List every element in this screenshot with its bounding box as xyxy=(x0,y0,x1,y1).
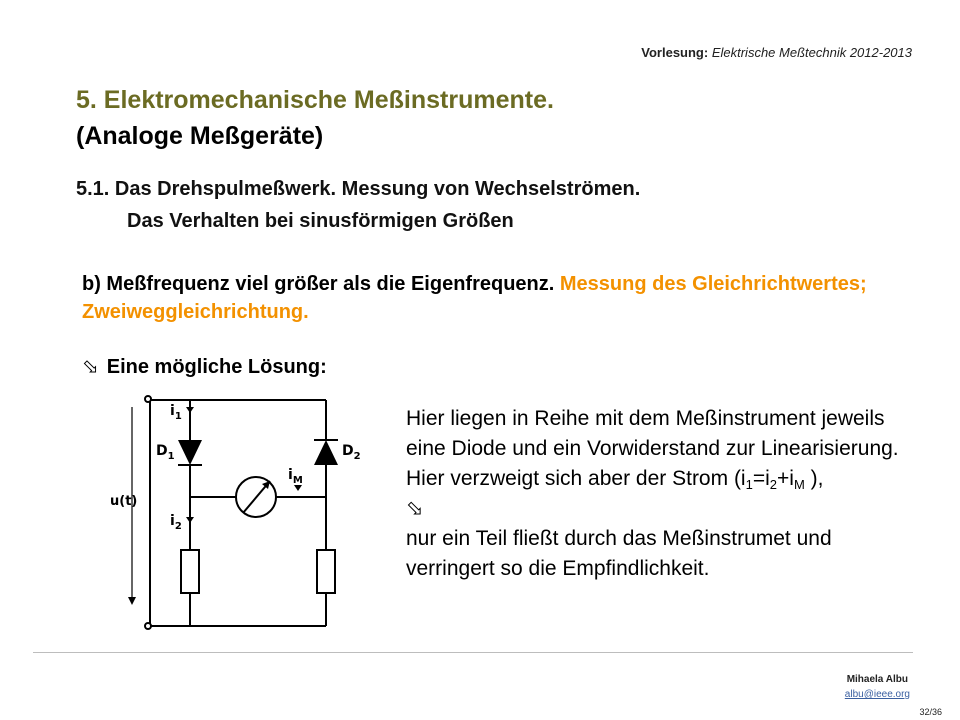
author-email-link[interactable]: albu@ieee.org xyxy=(844,689,910,700)
label-d2: $D_2$ xyxy=(342,443,361,462)
explanation-part-4: ), xyxy=(804,467,824,490)
rectifier-circuit-diagram xyxy=(110,385,390,635)
header-lead: Vorlesung: xyxy=(641,45,709,60)
chapter-subtitle: (Analoge Meßgeräte) xyxy=(76,122,324,150)
label-i1: $i_1$ xyxy=(170,403,182,422)
label-ut: u(t) xyxy=(110,494,138,509)
explanation-part-1: Hier liegen in Reihe mit dem Meßinstrument jeweils eine Diode und ein Vorwiderstand zur Linearisierung. Hier verzweigt sich aber der Strom (i xyxy=(406,407,899,490)
section-title-line1: 5.1. Das Drehspulmeßwerk. Messung von Wechselströmen. xyxy=(76,178,641,200)
explanation-part-3: +i xyxy=(777,467,794,490)
section-title-line2: Das Verhalten bei sinusförmigen Größen xyxy=(127,210,514,232)
author-name: Mihaela Albu xyxy=(846,674,908,685)
point-b-paragraph xyxy=(82,270,902,326)
arrow-icon: ⬂ xyxy=(82,356,99,378)
header-course: Elektrische Meßtechnik 2012-2013 xyxy=(711,45,912,60)
course-header xyxy=(641,45,912,60)
point-b-orange-text: Messung des Gleichrichtwertes; Zweiweggleichrichtung. xyxy=(82,273,867,323)
explanation-part-2: =i xyxy=(752,467,770,490)
footer-divider xyxy=(33,652,913,653)
arrow-icon: ⬂ xyxy=(406,497,424,520)
label-im: $i_M$ xyxy=(288,467,303,486)
explanation-text xyxy=(406,404,926,584)
sub-m: M xyxy=(793,477,805,492)
sub-1: 1 xyxy=(745,477,753,492)
explanation-part-5: nur ein Teil fließt durch das Meßinstrumet und verringert so die Empfindlichkeit. xyxy=(406,527,832,580)
solution-heading xyxy=(82,354,327,379)
label-i2: $i_2$ xyxy=(170,513,182,532)
page-number: 32/36 xyxy=(919,707,942,717)
sub-2: 2 xyxy=(769,477,778,492)
point-b-black-text: b) Meßfrequenz viel größer als die Eigenfrequenz. xyxy=(82,273,560,295)
label-d1: $D_1$ xyxy=(156,443,175,462)
solution-text: Eine mögliche Lösung: xyxy=(106,356,327,378)
chapter-title: 5. Elektromechanische Meßinstrumente. xyxy=(76,86,554,114)
